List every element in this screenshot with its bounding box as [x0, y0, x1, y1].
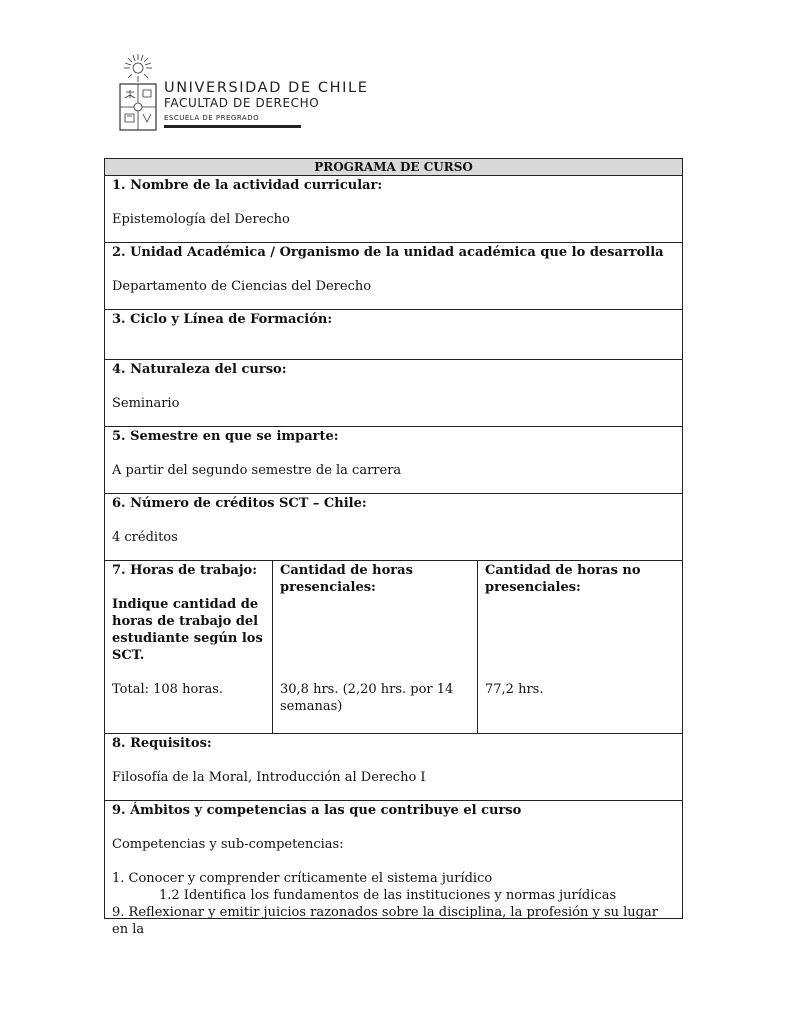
section-7-row	[105, 561, 683, 734]
section-8-row	[105, 734, 683, 801]
section-2-label: 2. Unidad Académica / Organismo de la unidad académica que lo desarrolla	[112, 245, 664, 260]
course-nature-value: Seminario	[112, 396, 180, 411]
university-name: UNIVERSIDAD DE CHILE	[164, 80, 369, 96]
section-6-label: 6. Número de créditos SCT – Chile:	[112, 496, 367, 511]
section-5-label: 5. Semestre en que se imparte:	[112, 429, 339, 444]
credits-value: 4 créditos	[112, 530, 178, 545]
course-program-table	[104, 158, 683, 937]
section-9-label: 9. Ámbitos y competencias a las que contribuye el curso	[112, 803, 522, 818]
section-2-row	[105, 243, 683, 310]
non-presencial-hours-value: 77,2 hrs.	[485, 682, 544, 697]
header-rule	[164, 125, 301, 128]
section-4-row	[105, 360, 683, 427]
list-item: 1. Conocer y comprender críticamente el sistema jurídico	[112, 871, 493, 886]
requirements-value: Filosofía de la Moral, Introducción al Derecho I	[112, 770, 426, 785]
section-3-row	[105, 310, 683, 360]
section-1-label: 1. Nombre de la actividad curricular:	[112, 178, 383, 193]
university-seal-icon	[118, 52, 158, 132]
section-4-label: 4. Naturaleza del curso:	[112, 362, 287, 377]
competencies-intro: Competencias y sub-competencias:	[112, 837, 344, 852]
school-name: ESCUELA DE PREGRADO	[164, 114, 260, 122]
semester-value: A partir del segundo semestre de la carrera	[112, 463, 402, 478]
faculty-name: FACULTAD DE DERECHO	[164, 96, 320, 110]
work-hours-instruction: Indique cantidad de horas de trabajo del estudiante según los SCT.	[112, 597, 263, 663]
course-name-value: Epistemología del Derecho	[112, 212, 290, 227]
list-item: 1.2 Identifica los fundamentos de las instituciones y normas jurídicas	[159, 888, 617, 903]
table-title: PROGRAMA DE CURSO	[105, 159, 683, 176]
presencial-hours-label: Cantidad de horas presenciales:	[280, 563, 413, 595]
presencial-hours-value: 30,8 hrs. (2,20 hrs. por 14 semanas)	[280, 682, 454, 714]
section-1-row	[105, 176, 683, 243]
section-3-label: 3. Ciclo y Línea de Formación:	[112, 312, 333, 327]
section-5-row	[105, 427, 683, 494]
list-item: 9. Reflexionar y emitir juicios razonados sobre la disciplina, la profesión y su lugar en la	[112, 905, 658, 937]
institution-header	[164, 80, 368, 123]
section-8-label: 8. Requisitos:	[112, 736, 212, 751]
non-presencial-hours-label: Cantidad de horas no presenciales:	[485, 563, 641, 595]
academic-unit-value: Departamento de Ciencias del Derecho	[112, 279, 372, 294]
total-hours-value: Total: 108 horas.	[112, 682, 224, 697]
section-9-row	[105, 801, 683, 919]
section-7-label: 7. Horas de trabajo:	[112, 563, 258, 578]
section-6-row	[105, 494, 683, 561]
